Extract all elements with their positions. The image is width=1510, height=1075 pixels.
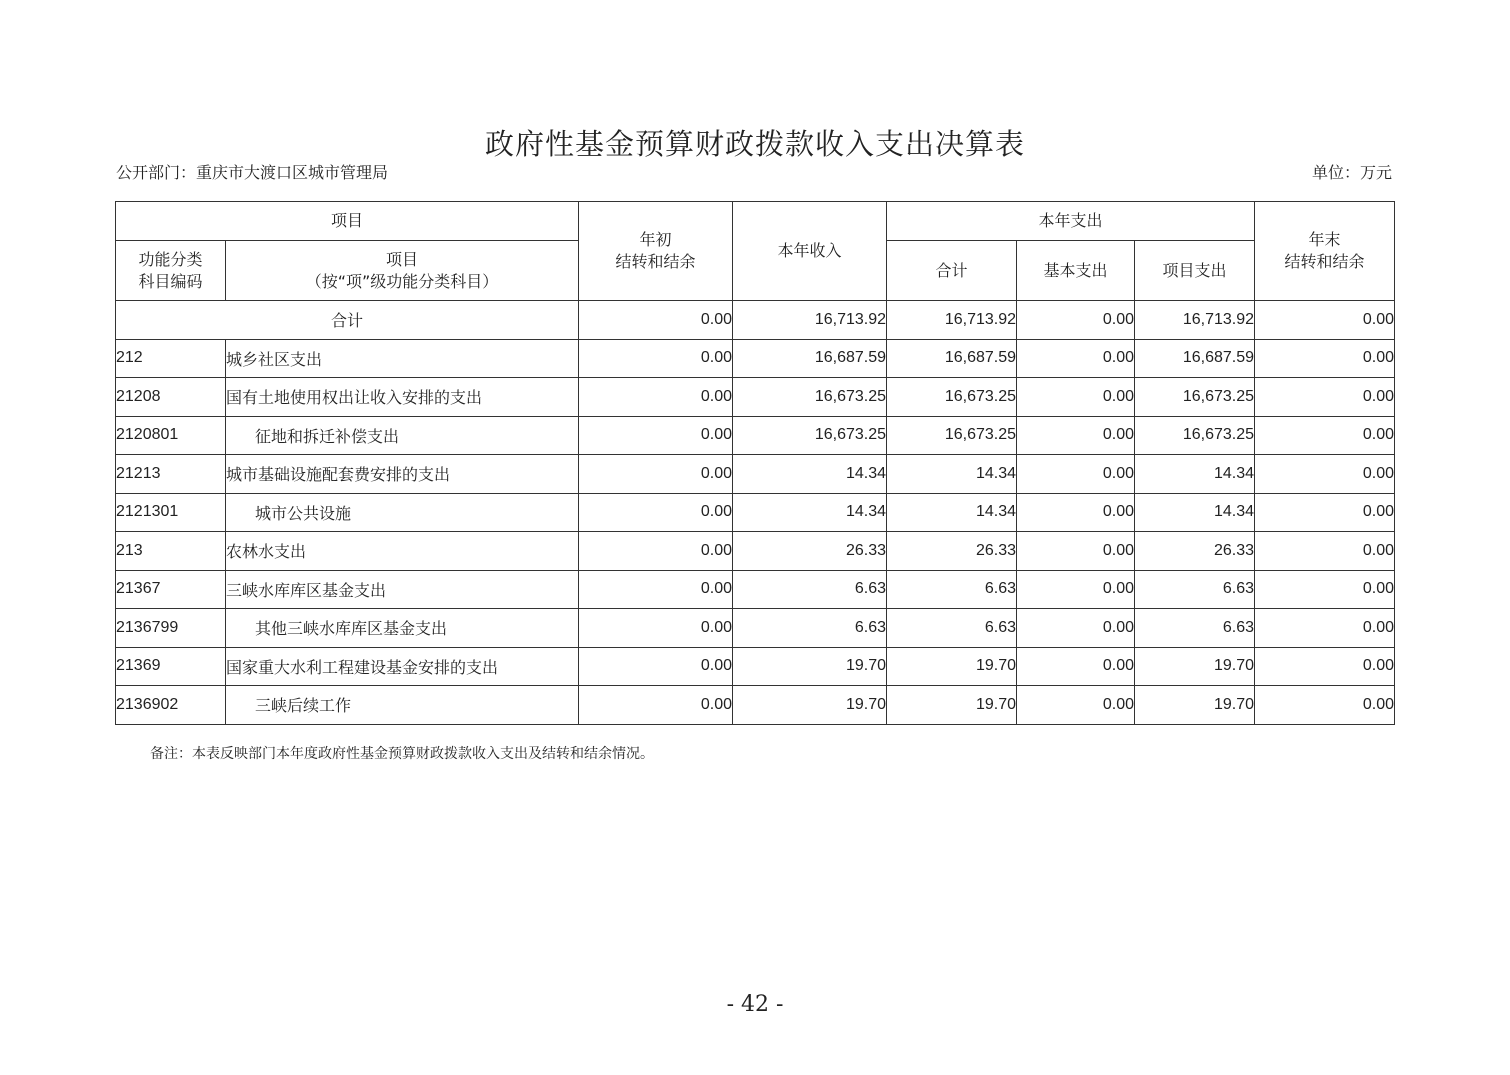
- header-basic: 基本支出: [1017, 241, 1135, 301]
- row-project: 26.33: [1135, 532, 1255, 571]
- header-begin-balance: 年初 结转和结余: [579, 202, 733, 301]
- total-label: 合计: [116, 301, 579, 340]
- row-begin: 0.00: [579, 532, 733, 571]
- row-end: 0.00: [1255, 493, 1395, 532]
- total-basic: 0.00: [1017, 301, 1135, 340]
- row-name: 征地和拆迁补偿支出: [226, 416, 579, 455]
- row-end: 0.00: [1255, 455, 1395, 494]
- row-begin: 0.00: [579, 339, 733, 378]
- table-row: [116, 686, 1395, 725]
- row-begin: 0.00: [579, 378, 733, 417]
- table-row: [116, 493, 1395, 532]
- table-row: [116, 647, 1395, 686]
- row-name: 三峡水库库区基金支出: [226, 570, 579, 609]
- header-total: 合计: [887, 241, 1017, 301]
- row-end: 0.00: [1255, 609, 1395, 648]
- row-code: 21208: [116, 378, 226, 417]
- header-expense-group: 本年支出: [887, 202, 1255, 241]
- row-total: 14.34: [887, 455, 1017, 494]
- row-begin: 0.00: [579, 493, 733, 532]
- row-code: 213: [116, 532, 226, 571]
- row-name: 三峡后续工作: [226, 686, 579, 725]
- row-total: 19.70: [887, 686, 1017, 725]
- row-income: 14.34: [733, 455, 887, 494]
- page-title: 政府性基金预算财政拨款收入支出决算表: [484, 127, 1025, 161]
- row-income: 16,673.25: [733, 416, 887, 455]
- row-basic: 0.00: [1017, 455, 1135, 494]
- row-income: 19.70: [733, 647, 887, 686]
- row-begin: 0.00: [579, 647, 733, 686]
- table-row: [116, 570, 1395, 609]
- row-project: 14.34: [1135, 493, 1255, 532]
- table-row: [116, 339, 1395, 378]
- header-project: 项目支出: [1135, 241, 1255, 301]
- row-name: 城市公共设施: [226, 493, 579, 532]
- row-project: 14.34: [1135, 455, 1255, 494]
- row-code: 212: [116, 339, 226, 378]
- row-basic: 0.00: [1017, 532, 1135, 571]
- page-number: - 42 -: [726, 992, 784, 1017]
- header-end-balance: 年末 结转和结余: [1255, 202, 1395, 301]
- department-label: 公开部门：重庆市大渡口区城市管理局: [116, 163, 389, 182]
- total-begin: 0.00: [579, 301, 733, 340]
- row-code: 2120801: [116, 416, 226, 455]
- row-code: 2121301: [116, 493, 226, 532]
- row-basic: 0.00: [1017, 378, 1135, 417]
- unit-label: 单位：万元: [1311, 163, 1392, 182]
- row-end: 0.00: [1255, 532, 1395, 571]
- row-code: 2136799: [116, 609, 226, 648]
- row-basic: 0.00: [1017, 570, 1135, 609]
- row-end: 0.00: [1255, 570, 1395, 609]
- row-name: 国家重大水利工程建设基金安排的支出: [226, 647, 579, 686]
- row-income: 19.70: [733, 686, 887, 725]
- row-end: 0.00: [1255, 339, 1395, 378]
- row-code: 21369: [116, 647, 226, 686]
- row-name: 其他三峡水库库区基金支出: [226, 609, 579, 648]
- row-total: 16,687.59: [887, 339, 1017, 378]
- table-row: [116, 609, 1395, 648]
- footnote: 备注：本表反映部门本年度政府性基金预算财政拨款收入支出及结转和结余情况。: [150, 746, 654, 762]
- row-name: 城市基础设施配套费安排的支出: [226, 455, 579, 494]
- row-end: 0.00: [1255, 378, 1395, 417]
- row-project: 16,687.59: [1135, 339, 1255, 378]
- header-income: 本年收入: [733, 202, 887, 301]
- total-project: 16,713.92: [1135, 301, 1255, 340]
- row-end: 0.00: [1255, 647, 1395, 686]
- row-basic: 0.00: [1017, 416, 1135, 455]
- row-end: 0.00: [1255, 686, 1395, 725]
- row-basic: 0.00: [1017, 339, 1135, 378]
- row-income: 16,687.59: [733, 339, 887, 378]
- row-code: 2136902: [116, 686, 226, 725]
- header-code: 功能分类 科目编码: [116, 241, 226, 301]
- row-code: 21367: [116, 570, 226, 609]
- row-basic: 0.00: [1017, 493, 1135, 532]
- row-income: 26.33: [733, 532, 887, 571]
- row-income: 14.34: [733, 493, 887, 532]
- header-item: 项目 （按“项”级功能分类科目）: [226, 241, 579, 301]
- total-income: 16,713.92: [733, 301, 887, 340]
- row-total: 16,673.25: [887, 416, 1017, 455]
- row-begin: 0.00: [579, 570, 733, 609]
- row-total: 6.63: [887, 570, 1017, 609]
- row-total: 16,673.25: [887, 378, 1017, 417]
- row-total: 14.34: [887, 493, 1017, 532]
- row-begin: 0.00: [579, 416, 733, 455]
- budget-table: [115, 201, 1395, 725]
- row-end: 0.00: [1255, 416, 1395, 455]
- row-total: 26.33: [887, 532, 1017, 571]
- row-income: 6.63: [733, 570, 887, 609]
- total-end: 0.00: [1255, 301, 1395, 340]
- table-row: [116, 455, 1395, 494]
- row-project: 19.70: [1135, 686, 1255, 725]
- row-project: 6.63: [1135, 570, 1255, 609]
- row-project: 6.63: [1135, 609, 1255, 648]
- row-code: 21213: [116, 455, 226, 494]
- total-row: [116, 301, 1395, 340]
- row-basic: 0.00: [1017, 647, 1135, 686]
- row-project: 16,673.25: [1135, 416, 1255, 455]
- table-row: [116, 416, 1395, 455]
- row-total: 19.70: [887, 647, 1017, 686]
- row-name: 农林水支出: [226, 532, 579, 571]
- row-basic: 0.00: [1017, 609, 1135, 648]
- row-income: 6.63: [733, 609, 887, 648]
- row-basic: 0.00: [1017, 686, 1135, 725]
- row-total: 6.63: [887, 609, 1017, 648]
- row-begin: 0.00: [579, 609, 733, 648]
- row-begin: 0.00: [579, 686, 733, 725]
- header-item-group: 项目: [116, 202, 579, 241]
- row-income: 16,673.25: [733, 378, 887, 417]
- row-begin: 0.00: [579, 455, 733, 494]
- row-name: 城乡社区支出: [226, 339, 579, 378]
- total-expense: 16,713.92: [887, 301, 1017, 340]
- table-row: [116, 532, 1395, 571]
- table-row: [116, 378, 1395, 417]
- row-project: 19.70: [1135, 647, 1255, 686]
- row-project: 16,673.25: [1135, 378, 1255, 417]
- row-name: 国有土地使用权出让收入安排的支出: [226, 378, 579, 417]
